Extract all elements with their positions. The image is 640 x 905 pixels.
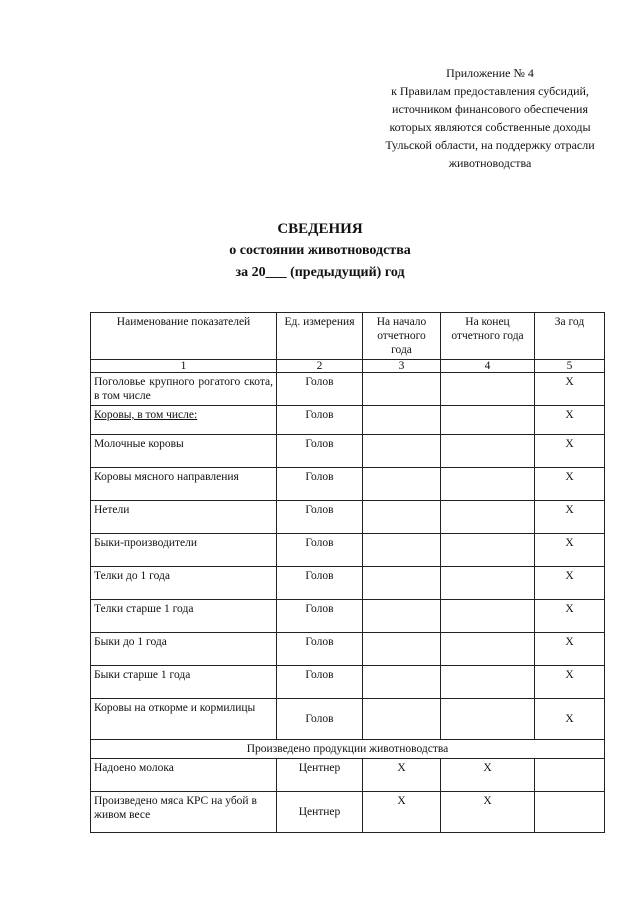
table-row bbox=[91, 373, 605, 406]
row-start bbox=[363, 501, 441, 534]
row-name: Коровы мясного направления bbox=[91, 468, 277, 501]
row-unit: Центнер bbox=[277, 759, 363, 792]
table-row bbox=[91, 435, 605, 468]
table-row bbox=[91, 600, 605, 633]
row-start: Х bbox=[363, 759, 441, 792]
table-row bbox=[91, 468, 605, 501]
document-subtitle: о состоянии животноводства bbox=[229, 243, 411, 258]
row-year: Х bbox=[535, 406, 605, 435]
row-name: Телки до 1 года bbox=[91, 567, 277, 600]
row-start bbox=[363, 567, 441, 600]
column-number: 3 bbox=[363, 360, 441, 373]
row-unit: Голов bbox=[277, 373, 363, 406]
table-row bbox=[91, 633, 605, 666]
row-end bbox=[441, 567, 535, 600]
row-start bbox=[363, 406, 441, 435]
row-unit: Голов bbox=[277, 600, 363, 633]
document-period: за 20___ (предыдущий) год bbox=[235, 265, 405, 280]
row-end bbox=[441, 435, 535, 468]
row-unit: Голов bbox=[277, 406, 363, 435]
column-number: 2 bbox=[277, 360, 363, 373]
table-row bbox=[91, 792, 605, 833]
column-number: 1 bbox=[91, 360, 277, 373]
row-name: Коровы на откорме и кормилицы bbox=[91, 699, 277, 740]
appendix-line: Приложение № 4 bbox=[446, 66, 534, 80]
row-year: Х bbox=[535, 633, 605, 666]
section-row bbox=[91, 740, 605, 759]
column-header-unit: Ед. измерения bbox=[277, 313, 363, 360]
row-end bbox=[441, 534, 535, 567]
row-unit: Голов bbox=[277, 435, 363, 468]
row-end bbox=[441, 468, 535, 501]
row-name bbox=[91, 406, 277, 435]
column-number: 5 bbox=[535, 360, 605, 373]
row-start bbox=[363, 600, 441, 633]
row-end bbox=[441, 600, 535, 633]
appendix-line: которых являются собственные доходы bbox=[389, 120, 591, 134]
appendix-line: к Правилам предоставления субсидий, bbox=[391, 84, 589, 98]
row-unit: Голов bbox=[277, 501, 363, 534]
row-year: Х bbox=[535, 534, 605, 567]
column-number: 4 bbox=[441, 360, 535, 373]
row-start bbox=[363, 633, 441, 666]
table-row bbox=[91, 699, 605, 740]
row-end bbox=[441, 666, 535, 699]
column-header-end: На конец отчетного года bbox=[441, 313, 535, 360]
row-year: Х bbox=[535, 699, 605, 740]
row-name: Быки старше 1 года bbox=[91, 666, 277, 699]
row-start: Х bbox=[363, 792, 441, 833]
row-unit: Голов bbox=[277, 633, 363, 666]
row-name: Молочные коровы bbox=[91, 435, 277, 468]
row-name: Надоено молока bbox=[91, 759, 277, 792]
table-row bbox=[91, 501, 605, 534]
row-end: Х bbox=[441, 759, 535, 792]
row-year: Х bbox=[535, 468, 605, 501]
column-header-indicator: Наименование показателей bbox=[91, 313, 277, 360]
table-row bbox=[91, 759, 605, 792]
row-unit: Голов bbox=[277, 567, 363, 600]
row-year: Х bbox=[535, 501, 605, 534]
appendix-line: источником финансового обеспечения bbox=[392, 102, 588, 116]
row-start bbox=[363, 373, 441, 406]
row-name: Телки старше 1 года bbox=[91, 600, 277, 633]
row-start bbox=[363, 699, 441, 740]
row-end bbox=[441, 633, 535, 666]
row-unit: Центнер bbox=[277, 792, 363, 833]
row-end bbox=[441, 406, 535, 435]
row-year: Х bbox=[535, 666, 605, 699]
row-unit: Голов bbox=[277, 534, 363, 567]
row-year: Х bbox=[535, 600, 605, 633]
column-header-start: На начало отчетного года bbox=[363, 313, 441, 360]
table-row bbox=[91, 666, 605, 699]
row-start bbox=[363, 435, 441, 468]
section-title: Произведено продукции животноводства bbox=[91, 740, 605, 759]
row-start bbox=[363, 666, 441, 699]
appendix-block bbox=[340, 64, 640, 172]
row-year: Х bbox=[535, 435, 605, 468]
appendix-line: Тульской области, на поддержку отрасли bbox=[385, 138, 595, 152]
document-title: СВЕДЕНИЯ bbox=[277, 221, 363, 237]
row-unit: Голов bbox=[277, 666, 363, 699]
table-row bbox=[91, 406, 605, 435]
table-row bbox=[91, 567, 605, 600]
row-year: Х bbox=[535, 567, 605, 600]
row-year bbox=[535, 759, 605, 792]
document-heading bbox=[0, 218, 640, 284]
row-end bbox=[441, 699, 535, 740]
livestock-table bbox=[90, 312, 605, 833]
row-name: Быки до 1 года bbox=[91, 633, 277, 666]
table-row bbox=[91, 534, 605, 567]
row-end bbox=[441, 501, 535, 534]
row-name: Быки-производители bbox=[91, 534, 277, 567]
row-name: Произведено мяса КРС на убой в живом весе bbox=[91, 792, 277, 833]
row-name-text: Коровы, в том числе: bbox=[94, 409, 198, 421]
row-unit: Голов bbox=[277, 468, 363, 501]
row-start bbox=[363, 468, 441, 501]
column-header-year: За год bbox=[535, 313, 605, 360]
row-name: Поголовье крупного рогатого скота, в том числе bbox=[91, 373, 277, 406]
row-start bbox=[363, 534, 441, 567]
row-end: Х bbox=[441, 792, 535, 833]
row-year: Х bbox=[535, 373, 605, 406]
row-year bbox=[535, 792, 605, 833]
row-end bbox=[441, 373, 535, 406]
row-name: Нетели bbox=[91, 501, 277, 534]
row-unit: Голов bbox=[277, 699, 363, 740]
appendix-line: животноводства bbox=[448, 156, 532, 170]
